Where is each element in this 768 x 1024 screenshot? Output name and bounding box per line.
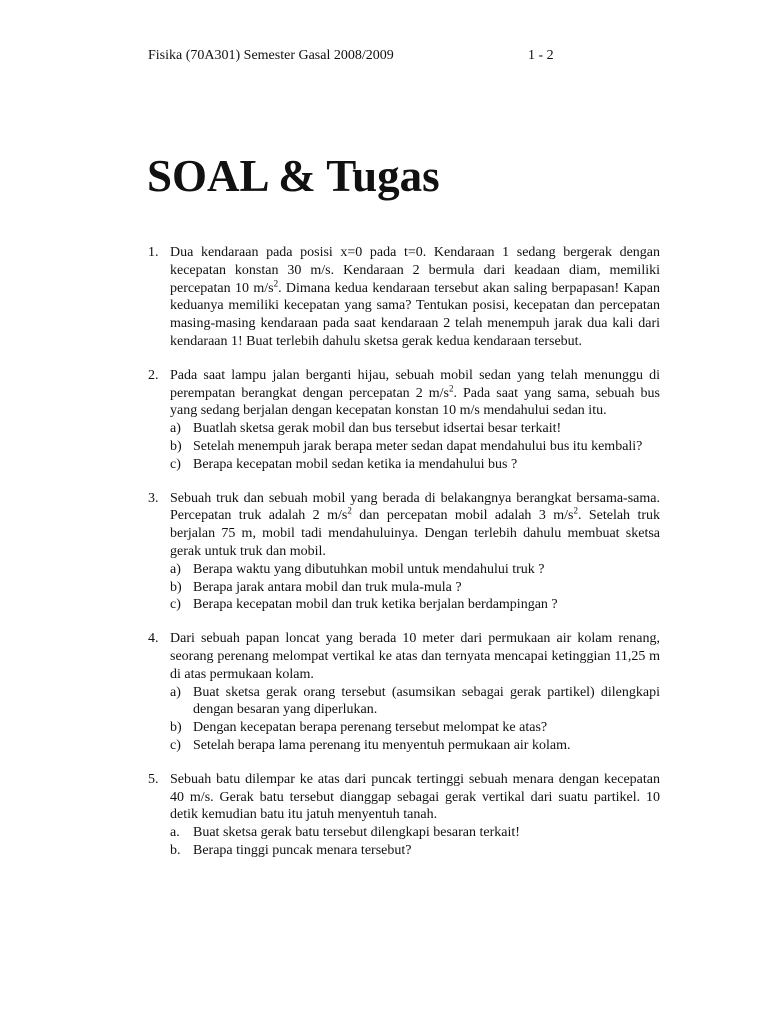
question-1 — [148, 244, 660, 351]
sub-question-list — [170, 420, 660, 473]
sub-question: c) Berapa kecepatan mobil dan truk ketika berjalan berdampingan ? — [170, 597, 558, 613]
sub-question: a) Buat sketsa gerak orang tersebut (asumsikan sebagai gerak partikel) dilengkapi dengan besaran yang diperlukan. — [170, 684, 660, 718]
page-number: 1 - 2 — [528, 48, 554, 63]
question-3 — [148, 490, 660, 615]
question-4 — [148, 630, 660, 755]
question-number: 2. — [148, 367, 159, 383]
sub-question: b) Dengan kecepatan berapa perenang tersebut melompat ke atas? — [170, 720, 548, 736]
question-2 — [148, 367, 660, 474]
question-text: Dari sebuah papan loncat yang berada 10 meter dari permukaan air kolam renang, seorang perenang melompat vertikal ke atas dan ternyata mencapai ketinggian 11,25 m di atas permukaan kolam. — [170, 631, 660, 682]
sub-question: c) Setelah berapa lama perenang itu menyentuh permukaan air kolam. — [170, 737, 571, 753]
sub-question: c) Berapa kecepatan mobil sedan ketika ia mendahului bus ? — [170, 456, 518, 472]
sub-question-list — [170, 684, 660, 755]
question-text: Pada saat lampu jalan berganti hijau, sebuah mobil sedan yang telah menunggu di perempatan berangkat dengan percepatan 2 $m/s^2$. Pada saat yang sama, sebuah bus yang sedang berjalan dengan kecepatan konstan 10 m/s mendahului sedan itu. — [170, 367, 660, 419]
sub-question-list — [170, 824, 660, 860]
course-info: Fisika (70A301) Semester Gasal 2008/2009 — [148, 48, 394, 63]
question-text: Sebuah batu dilempar ke atas dari puncak tertinggi sebuah menara dengan kecepatan 40 m/s. Gerak batu tersebut dianggap sebagai gerak vertikal dari suatu partikel. 10 detik kemudian batu itu jatuh menyentuh tanah. — [170, 771, 660, 823]
question-number: 5. — [148, 771, 159, 787]
sub-question: a) Berapa waktu yang dibutuhkan mobil untuk mendahului truk ? — [170, 561, 545, 577]
sub-question: b. Berapa tinggi puncak menara tersebut? — [170, 842, 412, 858]
sub-question: b) Setelah menempuh jarak berapa meter sedan dapat mendahului bus itu kembali? — [170, 438, 643, 454]
page-header — [148, 47, 568, 65]
page-title: SOAL & Tugas — [147, 151, 440, 201]
sub-question: b) Berapa jarak antara mobil dan truk mula-mula ? — [170, 579, 462, 595]
question-number: 1. — [148, 245, 159, 260]
question-number: 3. — [148, 490, 159, 506]
sub-question: a) Buatlah sketsa gerak mobil dan bus tersebut idsertai besar terkait! — [170, 421, 562, 437]
question-list — [148, 244, 660, 876]
question-text: Dua kendaraan pada posisi x=0 pada t=0. Kendaraan 1 sedang bergerak dengan kecepatan konstan 30 m/s. Kendaraan 2 bermula dari keadaan diam, memiliki percepatan 10 $m/s^2$. Dimana kedua kendaraan tersebut akan saling berpapasan! Kapan keduanya memiliki kecepatan yang sama? Tentukan posisi, kecepatan dan percepatan masing-masing kendaraan pada saat kendaraan 2 telah menempuh jarak dua kali dari kendaraan 1! Buat terlebih dahulu sketsa gerak kedua kendaraan tersebut. — [170, 245, 660, 349]
question-5 — [148, 771, 660, 860]
sub-question: a. Buat sketsa gerak batu tersebut dilengkapi besaran terkait! — [170, 825, 520, 841]
question-text: Sebuah truk dan sebuah mobil yang berada di belakangnya berangkat bersama-sama. Percepatan truk adalah 2 $m/s^2$ dan percepatan mobil adalah 3 $m/s^2$. Setelah truk berjalan 75 m, mobil tadi mendahuluinya. Dengan terlebih dahulu membuat sketsa gerak untuk truk dan mobil. — [170, 490, 661, 559]
question-number: 4. — [148, 631, 159, 647]
sub-question-list — [170, 561, 660, 614]
